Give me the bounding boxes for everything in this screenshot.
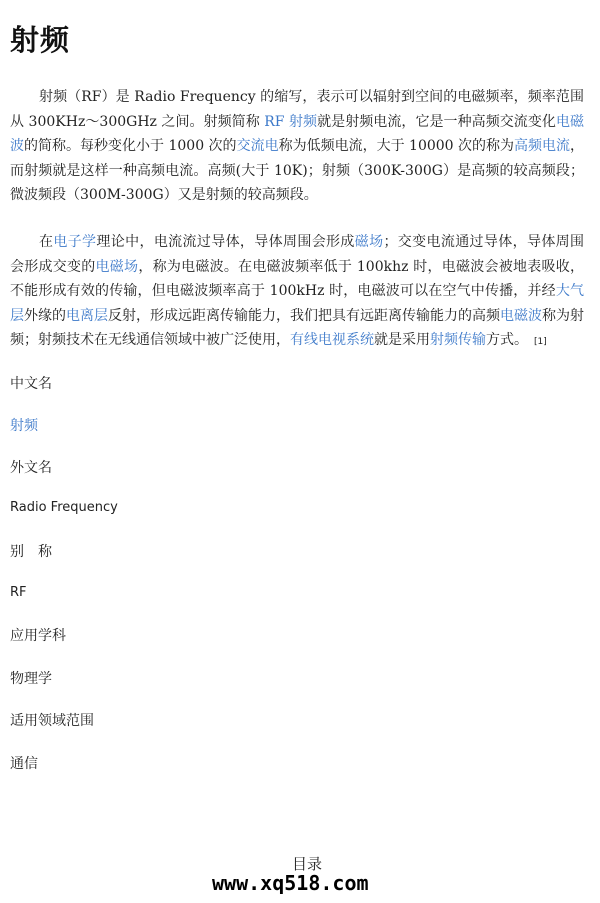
theory-paragraph	[10, 230, 584, 355]
info-value-alias: RF	[10, 585, 27, 600]
info-value-chinese-name[interactable]: 射频	[10, 418, 38, 434]
link-cable-tv-system[interactable]: 有线电视系统	[290, 332, 374, 348]
link-rf[interactable]: RF 射频	[264, 113, 318, 130]
info-value-foreign-name: Radio Frequency	[10, 500, 118, 515]
para2-text-9: 方式。	[486, 332, 528, 348]
para2-text-3: ；交变电流通过导体，导体周围会形成交变的	[10, 234, 585, 275]
para1-text-5: ，而射频就是这样一种高频电流。高频(大于 10K)；射频（300K-300G）是高频的较高频段；微波频段（300M-300G）又是射频的较高频段。	[10, 138, 585, 203]
link-magnetic-field[interactable]: 磁场	[354, 234, 384, 250]
para1-text-2: 就是射频电流，它是一种高频交流变化	[317, 113, 556, 130]
info-label-subject: 应用学科	[10, 628, 66, 644]
link-electronics[interactable]: 电子学	[53, 234, 97, 250]
link-atmosphere[interactable]: 大气层	[10, 283, 584, 324]
para2-text-8: 就是采用	[374, 332, 430, 348]
para2-text-2: 理论中，电流流过导体，导体周围会形成	[96, 234, 355, 250]
info-value-scope: 通信	[10, 756, 38, 772]
para2-text-6: 反射，形成远距离传输能力，我们把具有远距离传输能力的高频	[108, 307, 500, 324]
link-alternating-current[interactable]: 交流电	[236, 138, 279, 154]
info-label-chinese-name: 中文名	[10, 376, 52, 392]
intro-paragraph	[10, 85, 584, 208]
para2-text-1: 在	[39, 234, 54, 250]
page-title: 射频	[10, 23, 71, 57]
para1-text-4: 称为低频电流，大于 10000 次的称为	[278, 138, 515, 154]
toc-heading[interactable]: 目录	[292, 855, 323, 873]
para2-text-4: ，称为电磁波。在电磁波频率低于 100khz 时，电磁波会被地表吸收，不能形成有效的传输，但电磁波频率高于 100kHz 时，电磁波可以在空气中传播，并经	[10, 258, 585, 299]
para1-text-3: 的简称。每秒变化小于 1000 次的	[24, 138, 237, 154]
link-electromagnetic-wave[interactable]: 电磁波	[10, 113, 585, 154]
reference-marker[interactable]: [1]	[534, 337, 547, 347]
link-ionosphere[interactable]: 电离层	[66, 307, 108, 324]
info-label-alias: 别 称	[10, 544, 52, 560]
link-electromagnetic-field[interactable]: 电磁场	[95, 258, 139, 275]
para2-text-7: 称为射频；射频技术在无线通信领域中被广泛使用，	[10, 307, 584, 348]
para1-text-1: 射频（RF）是 Radio Frequency 的缩写，表示可以辐射到空间的电磁频率，频率范围从 300KHz～300GHz 之间。射频简称	[10, 89, 584, 130]
site-watermark: www.xq518.com	[212, 871, 369, 895]
para2-text-5: 外缘的	[24, 307, 66, 324]
link-rf-transmission[interactable]: 射频传输	[430, 332, 486, 348]
info-label-foreign-name: 外文名	[10, 460, 52, 476]
info-label-scope: 适用领域范围	[10, 713, 94, 729]
link-high-frequency-current[interactable]: 高频电流	[514, 138, 571, 154]
info-value-subject: 物理学	[10, 671, 52, 687]
link-electromagnetic-wave-2[interactable]: 电磁波	[500, 307, 542, 324]
